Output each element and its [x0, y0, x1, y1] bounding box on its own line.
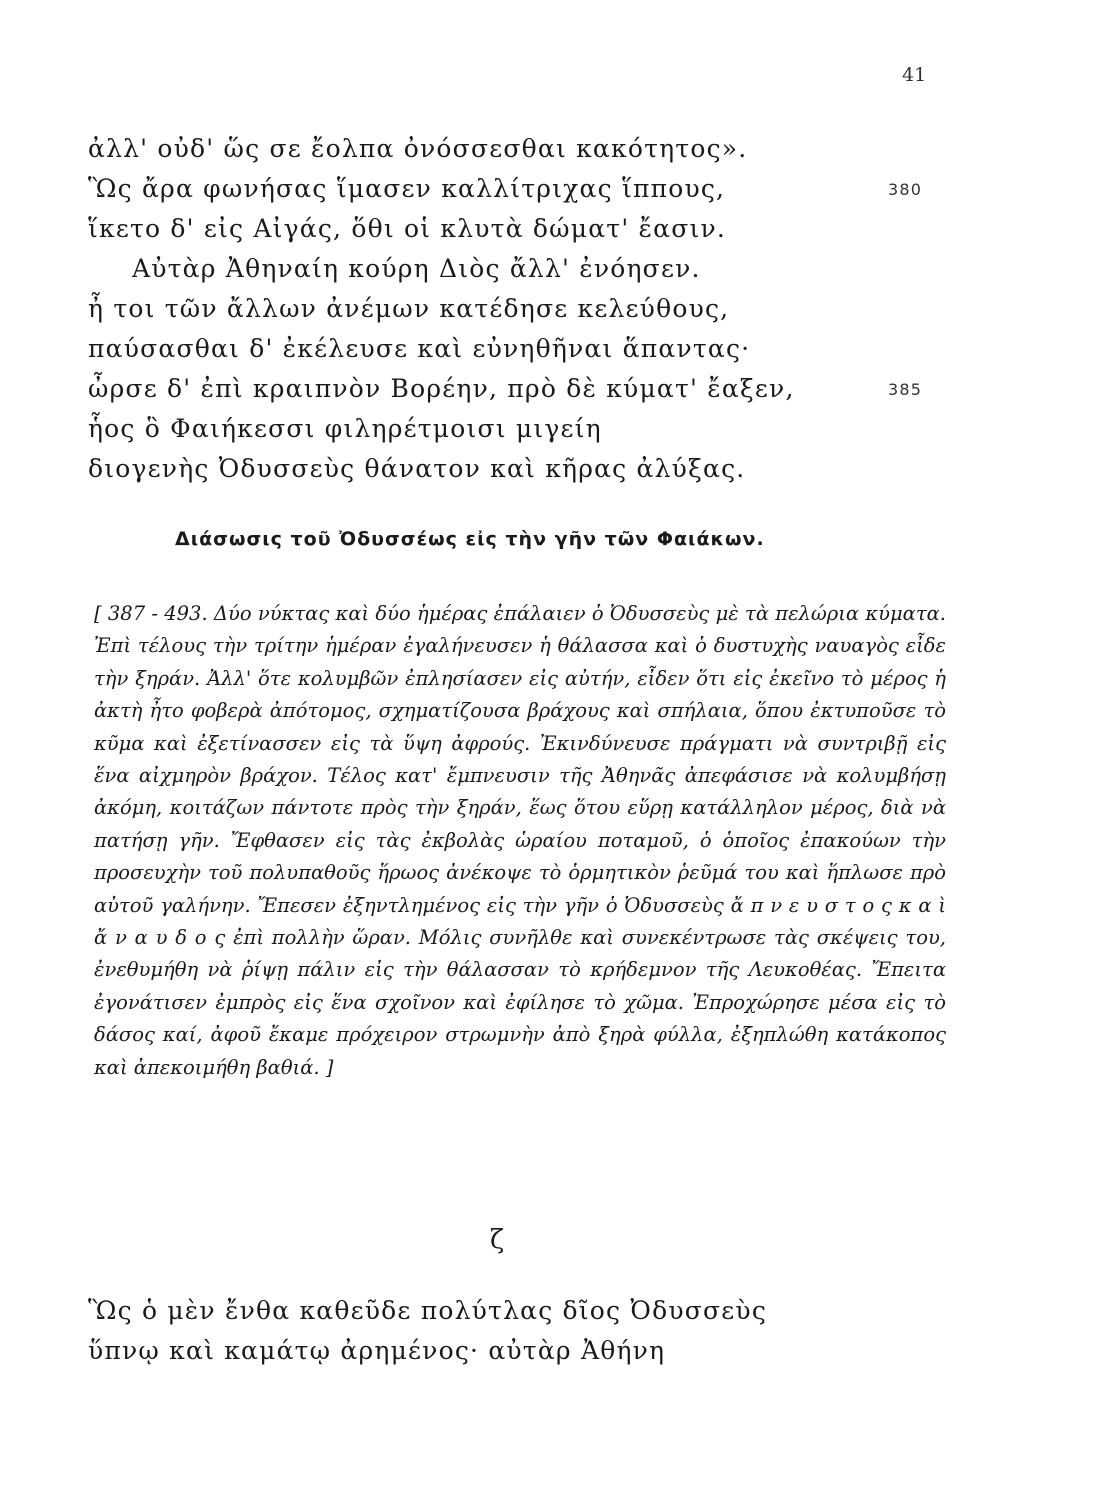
verse-text: ὕπνῳ καὶ καμάτῳ ἀρημένος· αὐτὰρ Ἀθήνη: [88, 1336, 666, 1365]
verse-block-top: [88, 134, 948, 494]
verse-line: [88, 214, 948, 254]
verse-line: [88, 134, 948, 174]
book-letter: ζ: [490, 1225, 505, 1255]
verse-text: ἵκετο δ' εἰς Αἰγάς, ὅθι οἱ κλυτὰ δώματ' ἔασιν.: [88, 214, 727, 243]
verse-text: Αὐτὰρ Ἀθηναίη κούρη Διὸς ἄλλ' ἐνόησεν.: [132, 254, 701, 283]
verse-block-bottom: [88, 1296, 948, 1376]
verse-text: διογενὴς Ὀδυσσεὺς θάνατον καὶ κῆρας ἀλύξας.: [88, 454, 746, 483]
verse-text: ὦρσε δ' ἐπὶ κραιπνὸν Βορέην, πρὸ δὲ κύματ' ἔαξεν,: [88, 374, 795, 403]
verse-text: Ὣς ὁ μὲν ἔνθα καθεῦδε πολύτλας δῖος Ὀδυσσεὺς: [88, 1296, 768, 1325]
verse-line: [88, 174, 948, 214]
page-number: 41: [902, 64, 927, 86]
verse-line: [88, 374, 948, 414]
line-number: 380: [888, 180, 923, 199]
verse-line: [88, 294, 948, 334]
summary-paragraph: [ 387 - 493. Δύο νύκτας καὶ δύο ἡμέρας ἐπάλαιεν ὁ Ὀδυσσεὺς μὲ τὰ πελώρια κύματα. Ἐπὶ τέλους τὴν τρίτην ἡμέραν ἐγαλήνευσεν ἡ θάλασσα καὶ ὁ δυστυχὴς ναυαγὸς εἶδε τὴν ξηράν. Ἀλλ' ὅτε κολυμβῶν ἐπλησίασεν εἰς αὐτήν, εἶδεν ὅτι εἰς ἐκεῖνο τὸ μέρος ἡ ἀκτὴ ἦτο φοβερὰ ἀπότομος, σχηματίζουσα βράχους καὶ σπήλαια, ὅπου ἐκτυποῦσε τὸ κῦμα καὶ ἐξετίνασσεν εἰς τὰ ὕψη ἀφρούς. Ἐκινδύνευσε πράγματι νὰ συντριβῇ εἰς ἕνα αἰχμηρὸν βράχον. Τέλος κατ' ἔμπνευσιν τῆς Ἀθηνᾶς ἀπεφάσισε νὰ κολυμβήσῃ ἀκόμη, κοιτάζων πάντοτε πρὸς τὴν ξηράν, ἕως ὅτου εὕρῃ κατάλληλον μέρος, διὰ νὰ πατήσῃ γῆν. Ἔφθασεν εἰς τὰς ἐκβολὰς ὡραίου ποταμοῦ, ὁ ὁποῖος ἐπακούων τὴν προσευχὴν τοῦ πολυπαθοῦς ἥρωος ἀνέκοψε τὸ ὁρμητικὸν ῥεῦμά του καὶ ἥπλωσε πρὸ αὐτοῦ γαλήνην. Ἔπεσεν ἐξηντλημένος εἰς τὴν γῆν ὁ Ὀδυσσεὺς ἄ π ν ε υ σ τ ο ς κ α ὶ ἄ ν α υ δ ο ς ἐπὶ πολλὴν ὥραν. Μόλις συνῆλθε καὶ συνεκέντρωσε τὰς σκέψεις του, ἐνεθυμήθη νὰ ῥίψῃ πάλιν εἰς τὴν θάλασσαν τὸ κρήδεμνον τῆς Λευκοθέας. Ἔπειτα ἐγονάτισεν ἐμπρὸς εἰς ἕνα σχοῖνον καὶ ἐφίλησε τὸ χῶμα. Ἐπροχώρησε μέσα εἰς τὸ δάσος καί, ἀφοῦ ἔκαμε πρόχειρον στρωμνὴν ἀπὸ ξηρὰ φύλλα, ἐξηπλώθη κατάκοπος καὶ ἀπεκοιμήθη βαθιά. ]: [94, 602, 946, 1079]
verse-line: [88, 414, 948, 454]
verse-text: παύσασθαι δ' ἐκέλευσε καὶ εὐνηθῆναι ἅπαντας·: [88, 334, 751, 363]
section-heading: Διάσωσις τοῦ Ὀδυσσέως εἰς τὴν γῆν τῶν Φαιάκων.: [175, 528, 765, 550]
verse-line: [88, 1336, 948, 1376]
verse-line: [88, 454, 948, 494]
verse-text: ἦ τοι τῶν ἄλλων ἀνέμων κατέδησε κελεύθους,: [88, 294, 730, 323]
verse-text: Ὣς ἄρα φωνήσας ἵμασεν καλλίτριχας ἵππους,: [88, 174, 726, 203]
line-number: 385: [888, 380, 923, 399]
verse-line: [88, 334, 948, 374]
verse-line: [88, 254, 948, 294]
verse-text: ἀλλ' οὐδ' ὥς σε ἔολπα ὀνόσσεσθαι κακότητος».: [88, 134, 748, 163]
verse-text: ἧος ὃ Φαιήκεσσι φιληρέτμοισι μιγείη: [88, 414, 602, 443]
verse-line: [88, 1296, 948, 1336]
